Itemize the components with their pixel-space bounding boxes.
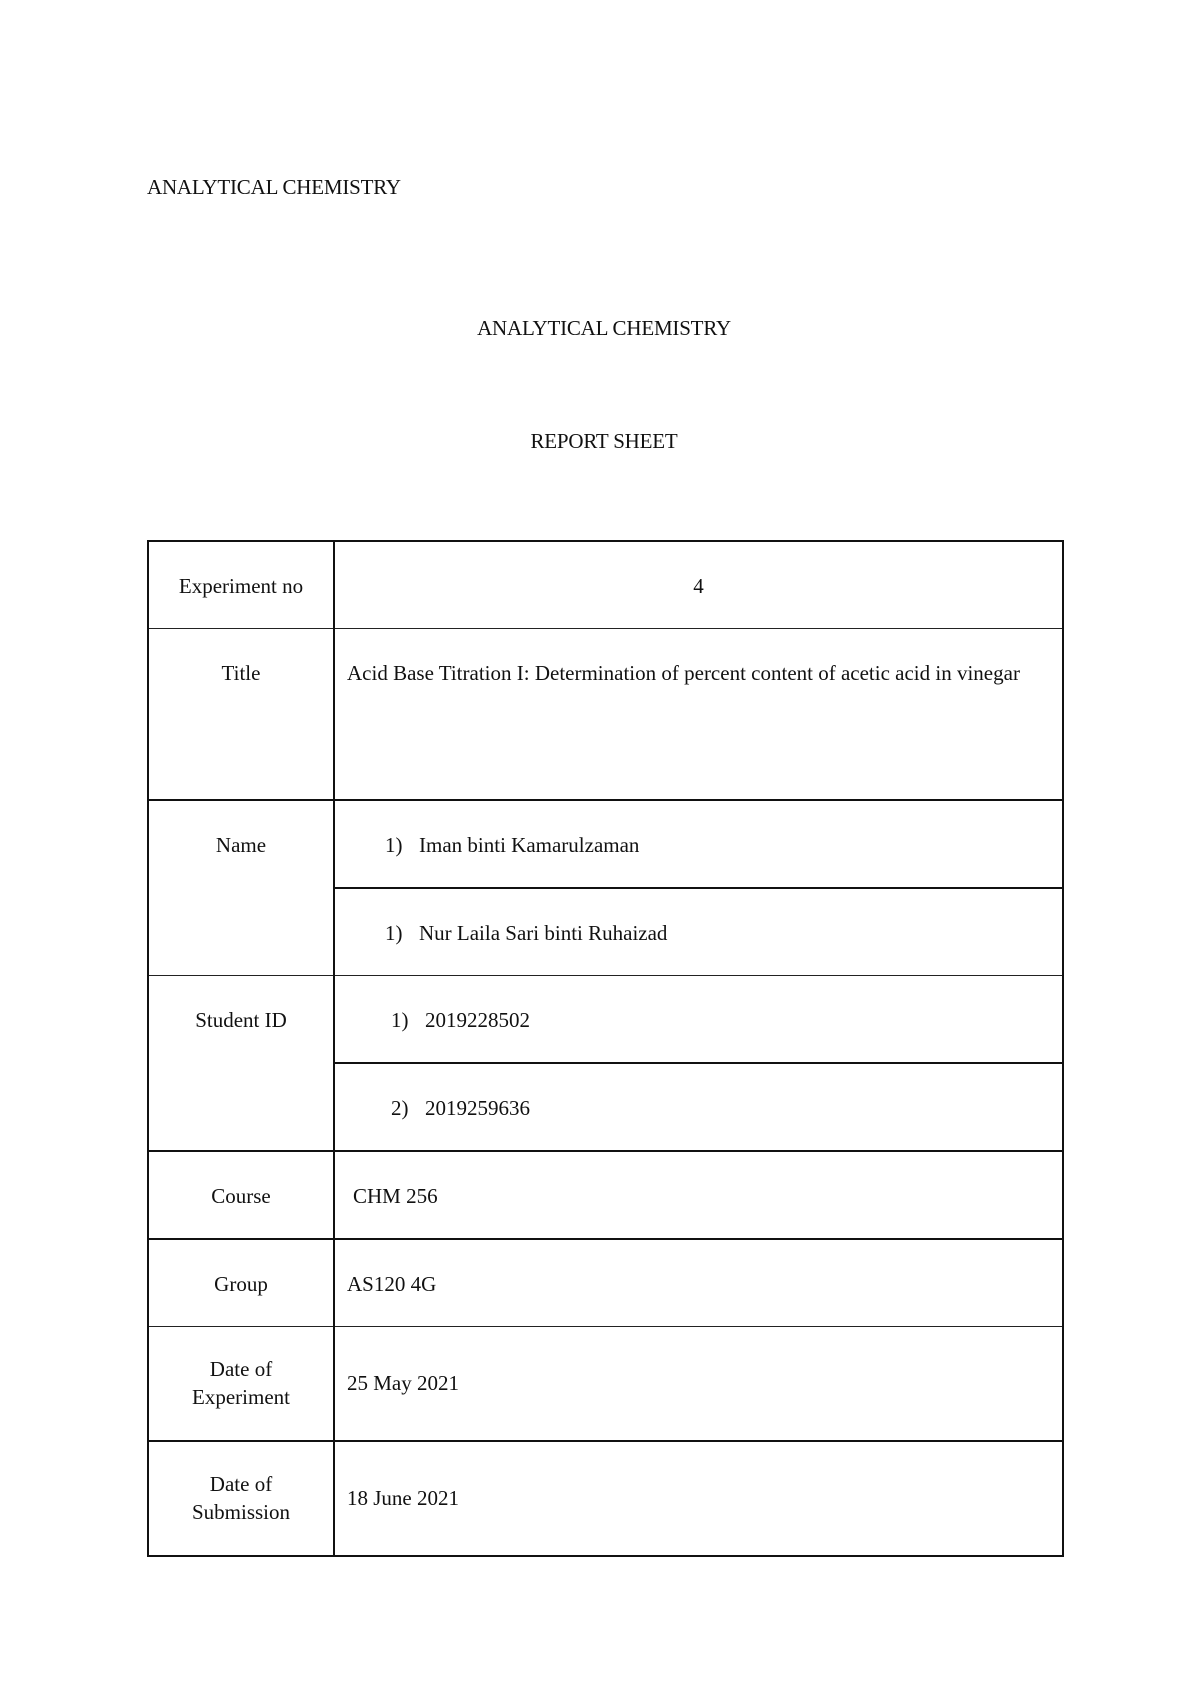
- running-header: ANALYTICAL CHEMISTRY: [147, 175, 401, 199]
- experiment-no-value: 4: [693, 574, 704, 598]
- title-label: Title: [221, 661, 261, 685]
- label-cell: [148, 541, 334, 629]
- group-value: AS120 4G: [347, 1272, 437, 1296]
- document-subtitle: REPORT SHEET: [530, 429, 678, 453]
- value-cell: [334, 541, 1063, 629]
- value-cell: [334, 1441, 1063, 1556]
- value-cell: [334, 800, 1063, 888]
- row-date-experiment: [148, 1327, 1063, 1442]
- list-number: 1): [391, 1008, 409, 1032]
- label-cell: [148, 1327, 334, 1442]
- name-entry-1: [335, 801, 1062, 859]
- student-id-label: Student ID: [195, 1008, 287, 1032]
- title-value: Acid Base Titration I: Determination of percent content of acetic acid in vinegar: [347, 661, 1020, 685]
- student-id-text: 2019228502: [425, 1008, 530, 1032]
- list-number: 1): [385, 921, 403, 945]
- value-cell: [334, 629, 1063, 801]
- experiment-no-label: Experiment no: [178, 574, 304, 598]
- list-number: 1): [385, 833, 403, 857]
- student-id-entry-2: [335, 1064, 1062, 1122]
- date-submission-label: [149, 1442, 333, 1526]
- date-experiment-label: [149, 1327, 333, 1411]
- value-cell: [334, 1151, 1063, 1239]
- label-line: Experiment: [192, 1385, 290, 1409]
- date-experiment-value: 25 May 2021: [347, 1371, 459, 1395]
- row-name-1: [148, 800, 1063, 888]
- value-cell: [334, 1327, 1063, 1442]
- row-experiment-no: [148, 541, 1063, 629]
- label-cell: [148, 1441, 334, 1556]
- course-value: CHM 256: [353, 1184, 438, 1208]
- row-title: [148, 629, 1063, 801]
- group-label: Group: [214, 1272, 268, 1296]
- label-cell: [148, 1239, 334, 1327]
- label-cell: [148, 629, 334, 801]
- label-cell: [148, 976, 334, 1152]
- student-id-entry-1: [335, 976, 1062, 1034]
- name-text: Iman binti Kamarulzaman: [419, 833, 640, 857]
- label-cell: [148, 1151, 334, 1239]
- report-table: [147, 540, 1064, 1557]
- date-submission-value: 18 June 2021: [347, 1486, 459, 1510]
- row-date-submission: [148, 1441, 1063, 1556]
- row-student-id-1: [148, 976, 1063, 1064]
- course-label: Course: [211, 1184, 271, 1208]
- value-cell: [334, 1063, 1063, 1151]
- row-group: [148, 1239, 1063, 1327]
- label-line: Submission: [191, 1500, 291, 1524]
- label-line: Date of: [209, 1357, 273, 1381]
- list-number: 2): [391, 1096, 409, 1120]
- student-id-text: 2019259636: [425, 1096, 530, 1120]
- name-label: Name: [215, 833, 267, 857]
- value-cell: [334, 976, 1063, 1064]
- label-cell: [148, 800, 334, 976]
- label-line: Date of: [209, 1472, 273, 1496]
- document-title: ANALYTICAL CHEMISTRY: [477, 316, 731, 340]
- name-entry-2: [335, 889, 1062, 947]
- row-course: [148, 1151, 1063, 1239]
- name-text: Nur Laila Sari binti Ruhaizad: [419, 921, 668, 945]
- value-cell: [334, 1239, 1063, 1327]
- value-cell: [334, 888, 1063, 976]
